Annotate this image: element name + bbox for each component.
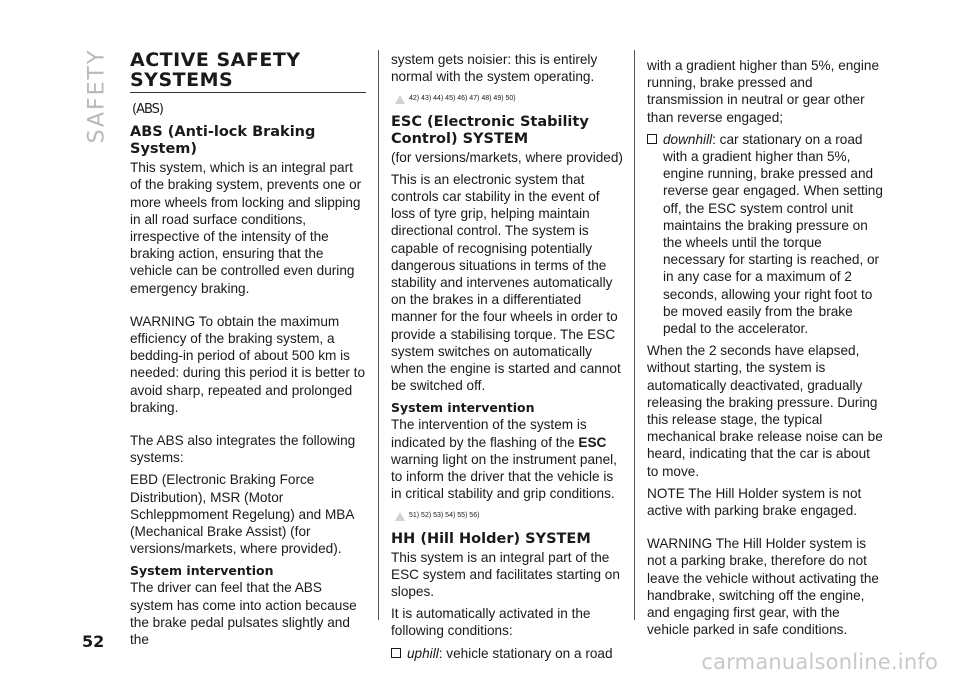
esc-heading: ESC (Electronic Stability Control) SYSTEM: [391, 113, 589, 147]
hh-paragraph-2: It is automatically activated in the following conditions:: [391, 606, 591, 639]
warning-references-2: [395, 507, 623, 524]
warning-references-1: [395, 90, 623, 107]
hh-paragraph-1: This system is an integral part of the ESC system and facilitates starting on slopes.: [391, 549, 620, 600]
esc-intervention-paragraph: [391, 416, 623, 502]
bullet-box-icon: [647, 134, 657, 144]
warning-triangle-icon: [395, 95, 405, 104]
abs-paragraph-1: This system, which is an integral part of the braking system, prevents one or more wheels from locking and slipping in all road surface conditions, irrespective of the intensity of the braking action, ensuring that the vehicle can be controlled even during emergency braking.: [130, 160, 362, 296]
bullet-downhill: [647, 131, 883, 337]
section-side-tab-label: SAFETY: [84, 48, 110, 144]
abs-warning: WARNING To obtain the maximum efficiency of the braking system, a bedding-in period of about 500 km is needed: during this period it is better to avoid sharp, repeated and prolonged braking.: [130, 313, 366, 415]
abs-intervention-paragraph: The driver can feel that the ABS system has come into action because the brake pedal pulsates slightly and the: [130, 580, 357, 648]
column-3: [647, 57, 883, 644]
hh-warning: WARNING The Hill Holder system is not a parking brake, therefore do not leave the vehicle without activating the handbrake, switching off the engine, and engaging first gear, with the vehicle parked in safe conditions.: [647, 536, 879, 638]
bullet-uphill: [391, 645, 623, 662]
abs-icon: (ABS): [132, 102, 163, 117]
column-divider-2: [634, 50, 635, 620]
column-2: [391, 51, 623, 662]
page-number: 52: [82, 632, 105, 651]
abs-paragraph-2: The ABS also integrates the following systems:: [130, 433, 356, 466]
bullet-downhill-term: downhill: [663, 131, 713, 147]
page-title: ACTIVE SAFETY SYSTEMS: [130, 49, 301, 91]
esc-intervention-text-b: warning light on the instrument panel, to inform the driver that the vehicle is in critical stability and grip conditions.: [391, 451, 617, 502]
warning-references-2-text: 51) 52) 53) 54) 55) 56): [409, 512, 480, 520]
abs-continuation: system gets noisier: this is entirely normal with the system operating.: [391, 52, 598, 85]
warning-triangle-icon: [395, 512, 405, 521]
hh-note: NOTE The Hill Holder system is not active with parking brake engaged.: [647, 485, 862, 519]
bullet-uphill-text: [407, 645, 623, 662]
esc-indicator-label: ESC: [578, 434, 607, 450]
uphill-continuation: with a gradient higher than 5%, engine running, brake pressed and transmission in neutral or gear other than reverse engaged;: [647, 58, 880, 125]
hh-heading: HH (Hill Holder) SYSTEM: [391, 530, 591, 547]
watermark: carmanualsonline.info: [701, 650, 938, 674]
esc-intervention-text-a: The intervention of the system is indicated by the flashing of the: [391, 417, 587, 450]
hh-release-paragraph: When the 2 seconds have elapsed, without starting, the system is automatically deactivated, gradually releasing the braking pressure. During this release stage, the typical mechanical brake release noise can be heard, indicating that the car is about to move.: [647, 343, 883, 479]
abs-paragraph-3: EBD (Electronic Braking Force Distribution), MSR (Motor Schleppmoment Regelung) and MBA (Mechanical Brake Assist) (for versions/markets, where provided).: [130, 472, 354, 557]
warning-references-1-text: 42) 43) 44) 45) 46) 47) 48) 49) 50): [409, 95, 516, 103]
title-underline: [130, 92, 366, 93]
bullet-uphill-desc: : vehicle stationary on a road: [438, 645, 613, 661]
esc-intervention-heading: System intervention: [391, 400, 535, 416]
column-1: [130, 50, 366, 653]
esc-paragraph-1: (for versions/markets, where provided): [391, 149, 623, 165]
abs-heading: ABS (Anti-lock Braking System): [130, 124, 316, 158]
bullet-downhill-text: [663, 131, 883, 337]
bullet-uphill-term: uphill: [407, 645, 439, 661]
esc-paragraph-2: This is an electronic system that controls car stability in the event of loss of tyre grip, helping maintain directional control. The system is capable of recognising potentially dangerous situations in terms of the stability and intervenes automatically on the brakes in a differentiated manner for the four wheels in order to provide a stabilising torque. The ESC system switches on automatically when the engine is started and cannot be switched off.: [391, 171, 621, 394]
bullet-box-icon: [391, 648, 401, 658]
section-side-tab: [82, 48, 112, 144]
abs-intervention-heading: System intervention: [130, 563, 274, 579]
column-divider-1: [378, 50, 379, 620]
bullet-downhill-desc: : car stationary on a road with a gradient higher than 5%, engine running, brake pressed and reverse gear engaged. When setting off, the ESC system control unit maintains the braking pressure on the wheels until the torque necessary for starting is reached, or in any case for a maximum of 2 seconds, allowing your right foot to be moved easily from the brake pedal to the accelerator.: [663, 131, 883, 337]
